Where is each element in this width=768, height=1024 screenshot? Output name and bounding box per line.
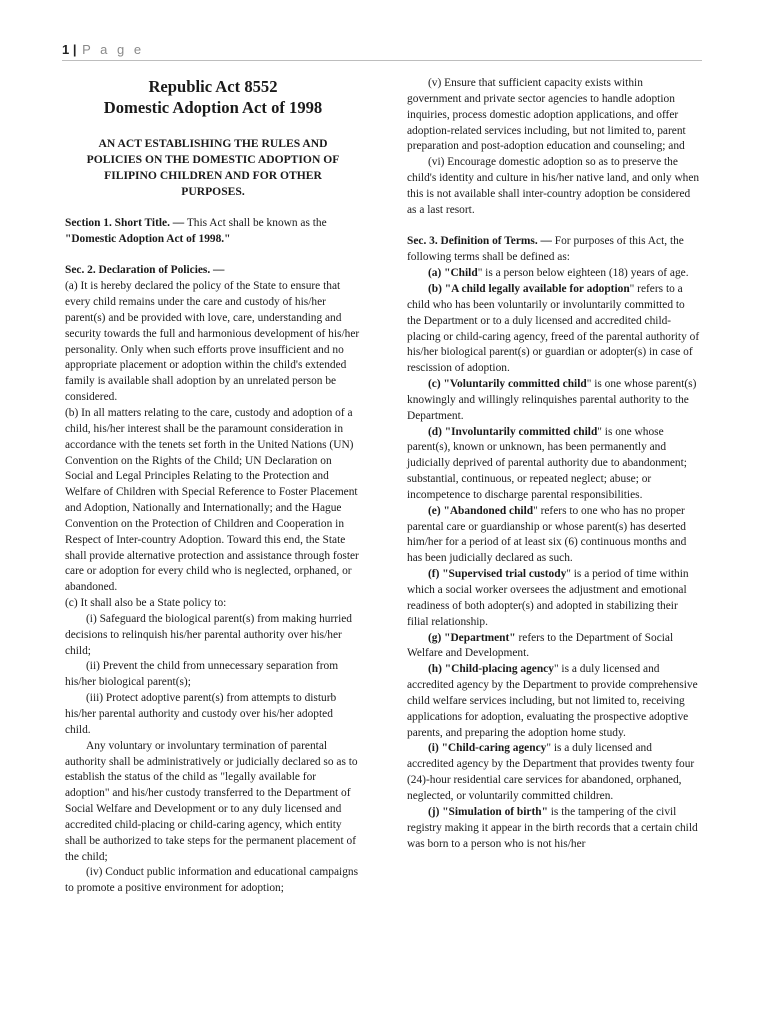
- definition-a: [407, 266, 700, 282]
- definition-term: (h) "Child-placing agency: [428, 663, 554, 676]
- section-2-c-ii: (ii) Prevent the child from unnecessary separation from his/her biological parent(s);: [65, 660, 339, 689]
- section-2-c-any: Any voluntary or involuntary termination of parental authority shall be administratively or judicially declared so as to establish the status of the child as "legally available for adoption" and his/her custody transferred to the Department of Social Welfare and Development or to any duly licensed and accredited child-placing or child-caring agency, which entity shall be authorized to take steps for the permanent placement of the child;: [65, 739, 358, 863]
- definition-text: refers to the Department of Social Welfare and Development.: [407, 631, 674, 660]
- page-separator: |: [72, 42, 77, 57]
- definition-term: (i) "Child-caring agency: [428, 742, 547, 755]
- definition-term: (j) "Simulation of birth": [428, 805, 548, 818]
- section-2-b: (b) In all matters relating to the care, custody and adoption of a child, his/her interest shall be the paramount consideration in accordance with the tenets set forth in the United Nations (UN) Convention on the Rights of the Child; UN Declaration on Social and Legal Principles Relating to the Protection and Welfare of Children with Special Reference to Foster Placement and Adoption, Nationally and Internationally; and the Hague Convention on the Protection of Children and Cooperation in Respect of Inter-country Adoption. Toward this end, the State shall provide alternative protection and assistance through foster care or adoption for every child who is neglected, orphaned, or abandoned.: [65, 406, 359, 594]
- section-2-c-vi: (vi) Encourage domestic adoption so as to preserve the child's identity and culture in his/her native land, and only when this is not available shall inter-country adoption be considered as a last resort.: [407, 156, 700, 216]
- section-3-intro: For purposes of this Act, the following terms shall be defined as:: [407, 235, 684, 264]
- section-2-c-iii: (iii) Protect adoptive parent(s) from attempts to disturb his/her parental authority and custody over his/her adopted child.: [65, 692, 337, 736]
- section-2-c-v: (v) Ensure that sufficient capacity exists within government and private sector agencies to handle adoption inquiries, process domestic adoption applications, and offer adoption-related services including, but not limited to, parent preparation and post-adoption education and counseling; and: [407, 77, 686, 153]
- section-2-heading: [65, 263, 361, 279]
- definition-j: [407, 805, 700, 853]
- page-number: 1: [62, 42, 70, 57]
- definition-b: [407, 282, 700, 377]
- definition-term: (b) "A child legally available for adoption: [428, 282, 630, 295]
- section-2-a: (a) It is hereby declared the policy of the State to ensure that every child remains under the care and custody of his/her parent(s) and be provided with love, care, understanding and security towards the full and harmonious development of his/her personality. Only when such efforts prove insufficient and no appropriate placement or adoption within the child's extended family is available shall adoption by an unrelated person be considered.: [65, 280, 360, 404]
- section-1-text: This Act shall be known as the: [184, 216, 327, 229]
- definition-text: " is a duly licensed and accredited agency by the Department that provides twenty four (24)-hour residential care services for abandoned, orphaned, neglected, or voluntarily committed children.: [407, 742, 695, 802]
- definition-text: " is a duly licensed and accredited agency by the Department to provide comprehensive child welfare services including, but not limited to, receiving applications for adoption, evaluating the prospective adoptive parents, and preparing the adoption home study.: [407, 663, 698, 739]
- doc-title-line2: Domestic Adoption Act of 1998: [103, 98, 323, 117]
- doc-title-line1: Republic Act 8552: [148, 77, 278, 96]
- definition-text: " is a person below eighteen (18) years of age.: [477, 267, 689, 280]
- definition-h: [407, 662, 700, 741]
- definition-term: (a) "Child: [428, 267, 478, 280]
- right-column: [407, 76, 700, 852]
- section-1-heading: Section 1. Short Title. —: [65, 216, 185, 229]
- definition-term: (c) "Voluntarily committed child: [428, 378, 587, 391]
- section-3-heading: Sec. 3. Definition of Terms. —: [407, 235, 552, 248]
- page-header: [62, 42, 702, 62]
- definition-d: [407, 425, 700, 504]
- section-2-c: (c) It shall also be a State policy to:: [65, 597, 227, 610]
- definition-c: [407, 377, 700, 425]
- section-1-name: "Domestic Adoption Act of 1998.": [65, 232, 231, 245]
- definition-text: is the tampering of the civil registry making it appear in the birth records that a certain child was born to a person who is not his/her: [407, 805, 698, 850]
- definition-term: (f) "Supervised trial custody: [428, 568, 567, 581]
- definition-text: " is one whose parent(s), known or unknown, has been permanently and judicially deprived of parental authority due to abandonment; substantial, continuous, or repeated neglect; abuse; or incompetence to discharge parental responsibilities.: [407, 425, 687, 501]
- section-2-c-i: (i) Safeguard the biological parent(s) from making hurried decisions to relinquish his/her parental authority over his/her child;: [65, 612, 353, 657]
- page-word: P a g e: [82, 42, 145, 57]
- section-2-heading-text: Sec. 2. Declaration of Policies. —: [65, 264, 225, 277]
- definition-term: (g) "Department": [428, 631, 516, 644]
- definition-term: (d) "Involuntarily committed child: [428, 425, 598, 438]
- header-rule: [62, 60, 702, 61]
- definition-text: " refers to a child who has been voluntarily or involuntarily committed to the Department or to a duly licensed and accredited child-placing or child-caring agency, freed of the parental authority of his/her biological parent(s) or guardian or adopter(s) in case of rescission of adoption.: [407, 282, 700, 375]
- section-2-c-iv: (iv) Conduct public information and educational campaigns to promote a positive environment for adoption;: [65, 866, 359, 895]
- section-3: [407, 234, 700, 266]
- definition-term: (e) "Abandoned child: [428, 504, 534, 517]
- doc-subtitle: AN ACT ESTABLISHING THE RULES AND POLICIES ON THE DOMESTIC ADOPTION OF FILIPINO CHILDREN AND FOR OTHER PURPOSES.: [86, 137, 340, 198]
- definition-e: [407, 504, 700, 567]
- definition-g: [407, 631, 700, 663]
- definition-text: " is a period of time within which a social worker oversees the adjustment and emotional readiness of both adopter(s) and adopted in stabilizing their filial relationship.: [407, 568, 689, 628]
- section-1: [65, 216, 361, 248]
- left-column: [65, 76, 361, 897]
- definition-text: " refers to one who has no proper parental care or guardianship or whose parent(s) has deserted him/her for a period of at least six (6) continuous months and has been judicially declared as such.: [407, 504, 687, 565]
- definition-f: [407, 567, 700, 630]
- definition-i: [407, 741, 700, 804]
- definition-text: " is one whose parent(s) knowingly and willingly relinquishes parental authority to the Department.: [407, 378, 697, 422]
